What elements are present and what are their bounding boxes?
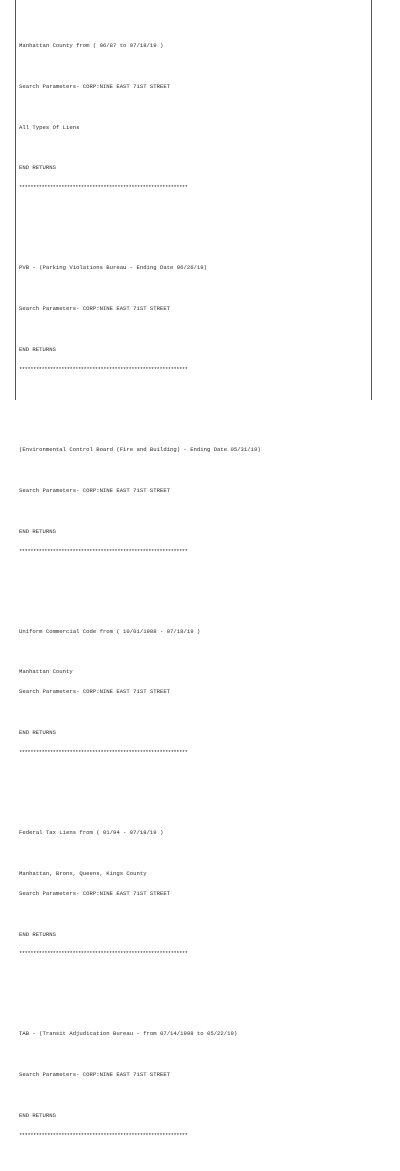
section-uniform-commercial-code (19, 615, 371, 790)
document-content (19, 3, 371, 1171)
search-parameters: Search Parameters- CORP:NINE EAST 71ST STREET (19, 889, 171, 897)
end-returns: END RETURNS (19, 1112, 56, 1120)
section-heading: Federal Tax Liens from ( 01/94 - 07/18/19 ) (19, 828, 164, 836)
document-page (15, 0, 372, 1140)
search-parameters: Search Parameters- CORP:NINE EAST 71ST STREET (19, 486, 171, 494)
separator-line: ************************************************************ (19, 749, 188, 756)
section-heading: TAB - (Transit Adjudication Bureau - from 07/14/1998 to 05/22/19) (19, 1030, 238, 1038)
end-returns: END RETURNS (19, 527, 56, 535)
county-list: Manhattan, Bronx, Queens, Kings County (19, 869, 147, 877)
search-parameters: Search Parameters- CORP:NINE EAST 71ST STREET (19, 688, 171, 696)
section-federal-tax-liens (19, 817, 371, 992)
search-parameters: Search Parameters- CORP:NINE EAST 71ST STREET (19, 82, 171, 90)
county-name: Manhattan County (19, 668, 73, 676)
section-environmental-control-board (19, 434, 371, 589)
separator-line: ************************************************************ (19, 950, 188, 958)
search-parameters: Search Parameters- CORP:NINE EAST 71ST STREET (19, 305, 171, 313)
separator-line: ************************************************************ (19, 365, 188, 373)
search-parameters: Search Parameters- CORP:NINE EAST 71ST STREET (19, 1071, 171, 1079)
end-returns: END RETURNS (19, 346, 56, 354)
separator-line: ************************************************************ (19, 547, 188, 555)
separator-line: ************************************************************ (19, 1132, 188, 1140)
section-heading: (Environmental Control Board (Fire and Building) - Ending Date 05/31/19) (19, 445, 261, 453)
separator-line: ************************************************************ (19, 184, 188, 192)
end-returns: END RETURNS (19, 164, 56, 172)
end-returns: END RETURNS (19, 729, 56, 737)
section-heading: PVB - (Parking Violations Bureau - Ending Date 06/26/19) (19, 264, 207, 272)
section-transit-adjudication (19, 1018, 371, 1151)
section-heading: Manhattan County from ( 06/87 to 07/18/19 ) (19, 41, 164, 49)
section-heading: Uniform Commercial Code from ( 10/01/1988 - 07/18/19 ) (19, 627, 201, 635)
section-manhattan-county-liens (19, 29, 371, 225)
section-parking-violations (19, 252, 371, 407)
lien-types: All Types Of Liens (19, 123, 80, 131)
end-returns: END RETURNS (19, 930, 56, 938)
